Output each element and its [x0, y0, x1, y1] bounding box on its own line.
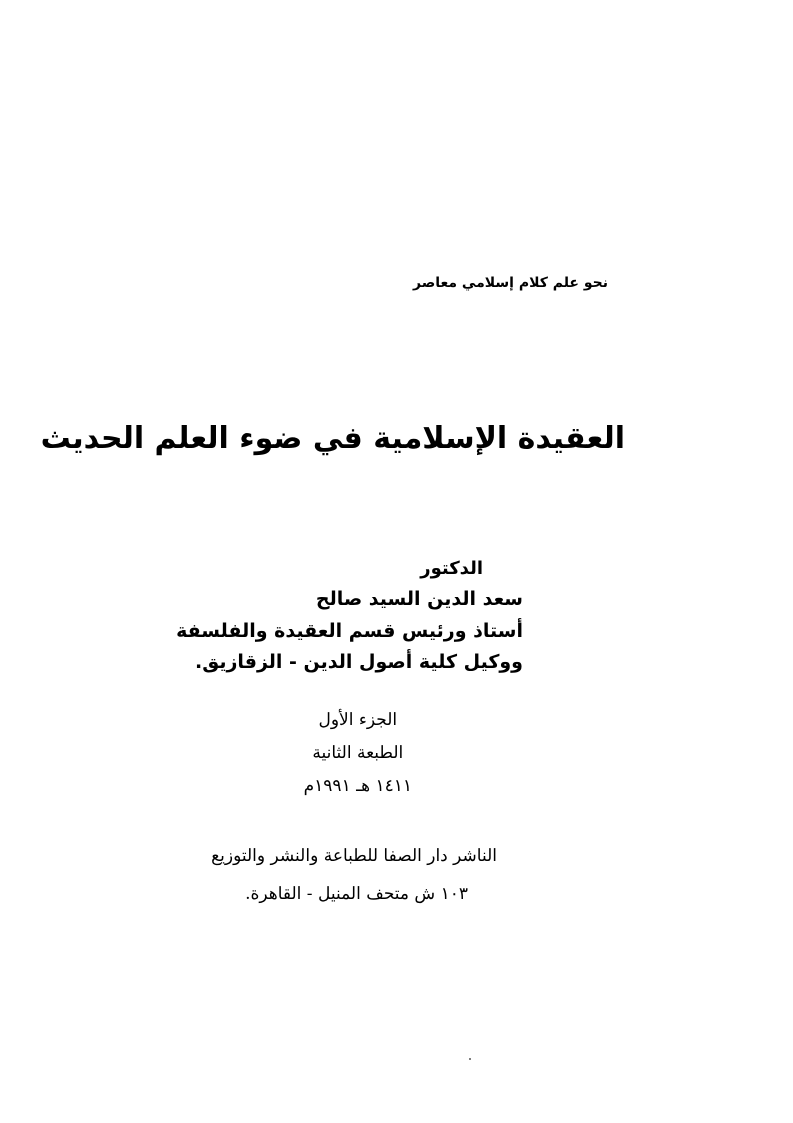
author-affiliation: ووكيل كلية أصول الدين - الزقازيق.	[194, 651, 523, 673]
volume-label: الجزء الأول	[318, 710, 398, 730]
publisher-address: ١٠٣ ش متحف المنيل - القاهرة.	[245, 884, 468, 904]
author-position: أستاذ ورئيس قسم العقيدة والفلسفة	[176, 620, 523, 642]
publisher-name: الناشر دار الصفا للطباعة والنشر والتوزيع	[211, 846, 497, 866]
page-speck	[469, 1058, 471, 1060]
publication-date: ١٤١١ هـ ١٩٩١م	[303, 776, 412, 796]
edition-block	[304, 712, 412, 795]
book-title: العقيدة الإسلامية في ضوء العلم الحديث	[40, 421, 625, 456]
author-name: سعد الدين السيد صالح	[315, 588, 523, 610]
author-block	[176, 560, 523, 672]
edition-label: الطبعة الثانية	[312, 743, 404, 763]
author-label: الدكتور	[420, 558, 483, 579]
series-title: نحو علم كلام إسلامي معاصر	[412, 275, 608, 291]
